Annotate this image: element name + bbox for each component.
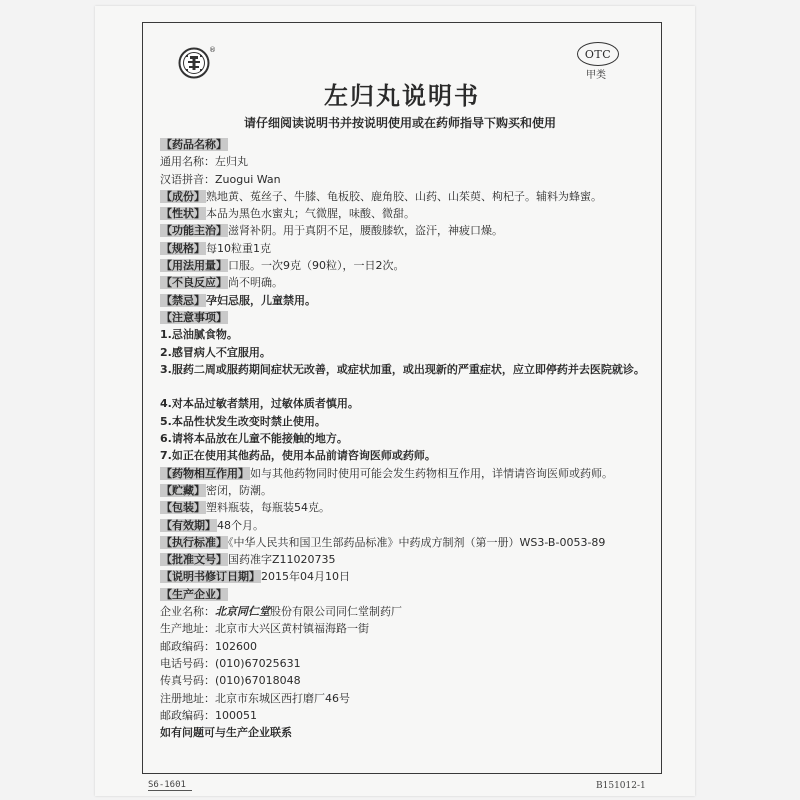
note-item: 4.对本品过敏者禁用，过敏体质者慎用。 [160,397,359,411]
standard-row: 【执行标准】《中华人民共和国卫生部药品标准》中药成方制剂（第一册）WS3-B-0053-89 [161,535,606,549]
common-name: 通用名称：左归丸 [160,155,248,169]
company-name: 企业名称：北京同仁堂股份有限公司同仁堂制药厂 [160,605,402,619]
print-code-left: S6-1601 [148,780,192,790]
storage-row: 【贮藏】密闭，防潮。 [161,483,272,497]
package-row: 【包装】塑料瓶装，每瓶装54克。 [161,501,330,515]
print-code-right: B151012-1 [596,781,646,791]
drug-name-heading: 【药品名称】 [161,138,227,151]
fax-number: 传真号码：(010)67018048 [160,674,301,688]
properties-row: 【性状】本品为黑色水蜜丸；气微腥，味酸、微甜。 [161,207,415,221]
registered-address: 注册地址：北京市东城区西打磨厂46号 [160,691,350,705]
function-row: 【功能主治】滋肾补阴。用于真阴不足，腰酸膝软，盗汗，神疲口燥。 [161,224,503,238]
note-item: 7.如正在使用其他药品，使用本品前请咨询医师或药师。 [160,449,436,463]
note-item: 6.请将本品放在儿童不能接触的地方。 [160,432,348,446]
notes-heading: 【注意事项】 [161,310,227,324]
note-item: 5.本品性状发生改变时禁止使用。 [160,414,326,428]
manufacturer-heading: 【生产企业】 [161,587,227,601]
contact-note: 如有问题可与生产企业联系 [160,726,292,740]
interaction-row: 【药物相互作用】如与其他药物同时使用可能会发生药物相互作用，详情请咨询医师或药师。 [161,466,613,480]
validity-row: 【有效期】48个月。 [161,518,264,532]
note-item: 3.服药二周或服药期间症状无改善，或症状加重，或出现新的严重症状，应立即停药并去医院就诊。 [160,362,645,376]
otc-class-label: 甲类 [586,70,606,81]
postcode: 邮政编码：100051 [160,708,257,722]
contra-row: 【禁忌】孕妇忌服，儿童禁用。 [161,293,316,307]
pinyin-name: 汉语拼音：Zuogui Wan [160,172,281,186]
revision-row: 【说明书修订日期】2015年04月10日 [161,570,350,584]
spec-row: 【规格】每10粒重1克 [161,241,271,255]
note-item: 2.感冒病人不宜服用。 [160,345,271,359]
otc-badge: OTC [577,42,619,66]
ingredients-row: 【成份】熟地黄、菟丝子、牛膝、龟板胶、鹿角胶、山药、山茱萸、枸杞子。辅料为蜂蜜。 [161,189,602,203]
phone-number: 电话号码：(010)67025631 [160,656,301,670]
postcode: 邮政编码：102600 [160,639,257,653]
adverse-row: 【不良反应】尚不明确。 [161,276,283,290]
production-address: 生产地址：北京市大兴区黄村镇福海路一街 [160,622,369,636]
leaflet-subtitle: 请仔细阅读说明书并按说明使用或在药师指导下购买和使用 [243,116,556,130]
approval-row: 【批准文号】国药准字Z11020735 [161,553,336,567]
leaflet-title: 左归丸说明书 [324,82,480,110]
tongrentang-logo [178,47,210,79]
usage-row: 【用法用量】口服。一次9克（90粒），一日2次。 [161,259,405,273]
note-item: 1.忌油腻食物。 [160,328,238,342]
registered-mark: ® [209,46,216,54]
leaflet-body [160,136,650,741]
